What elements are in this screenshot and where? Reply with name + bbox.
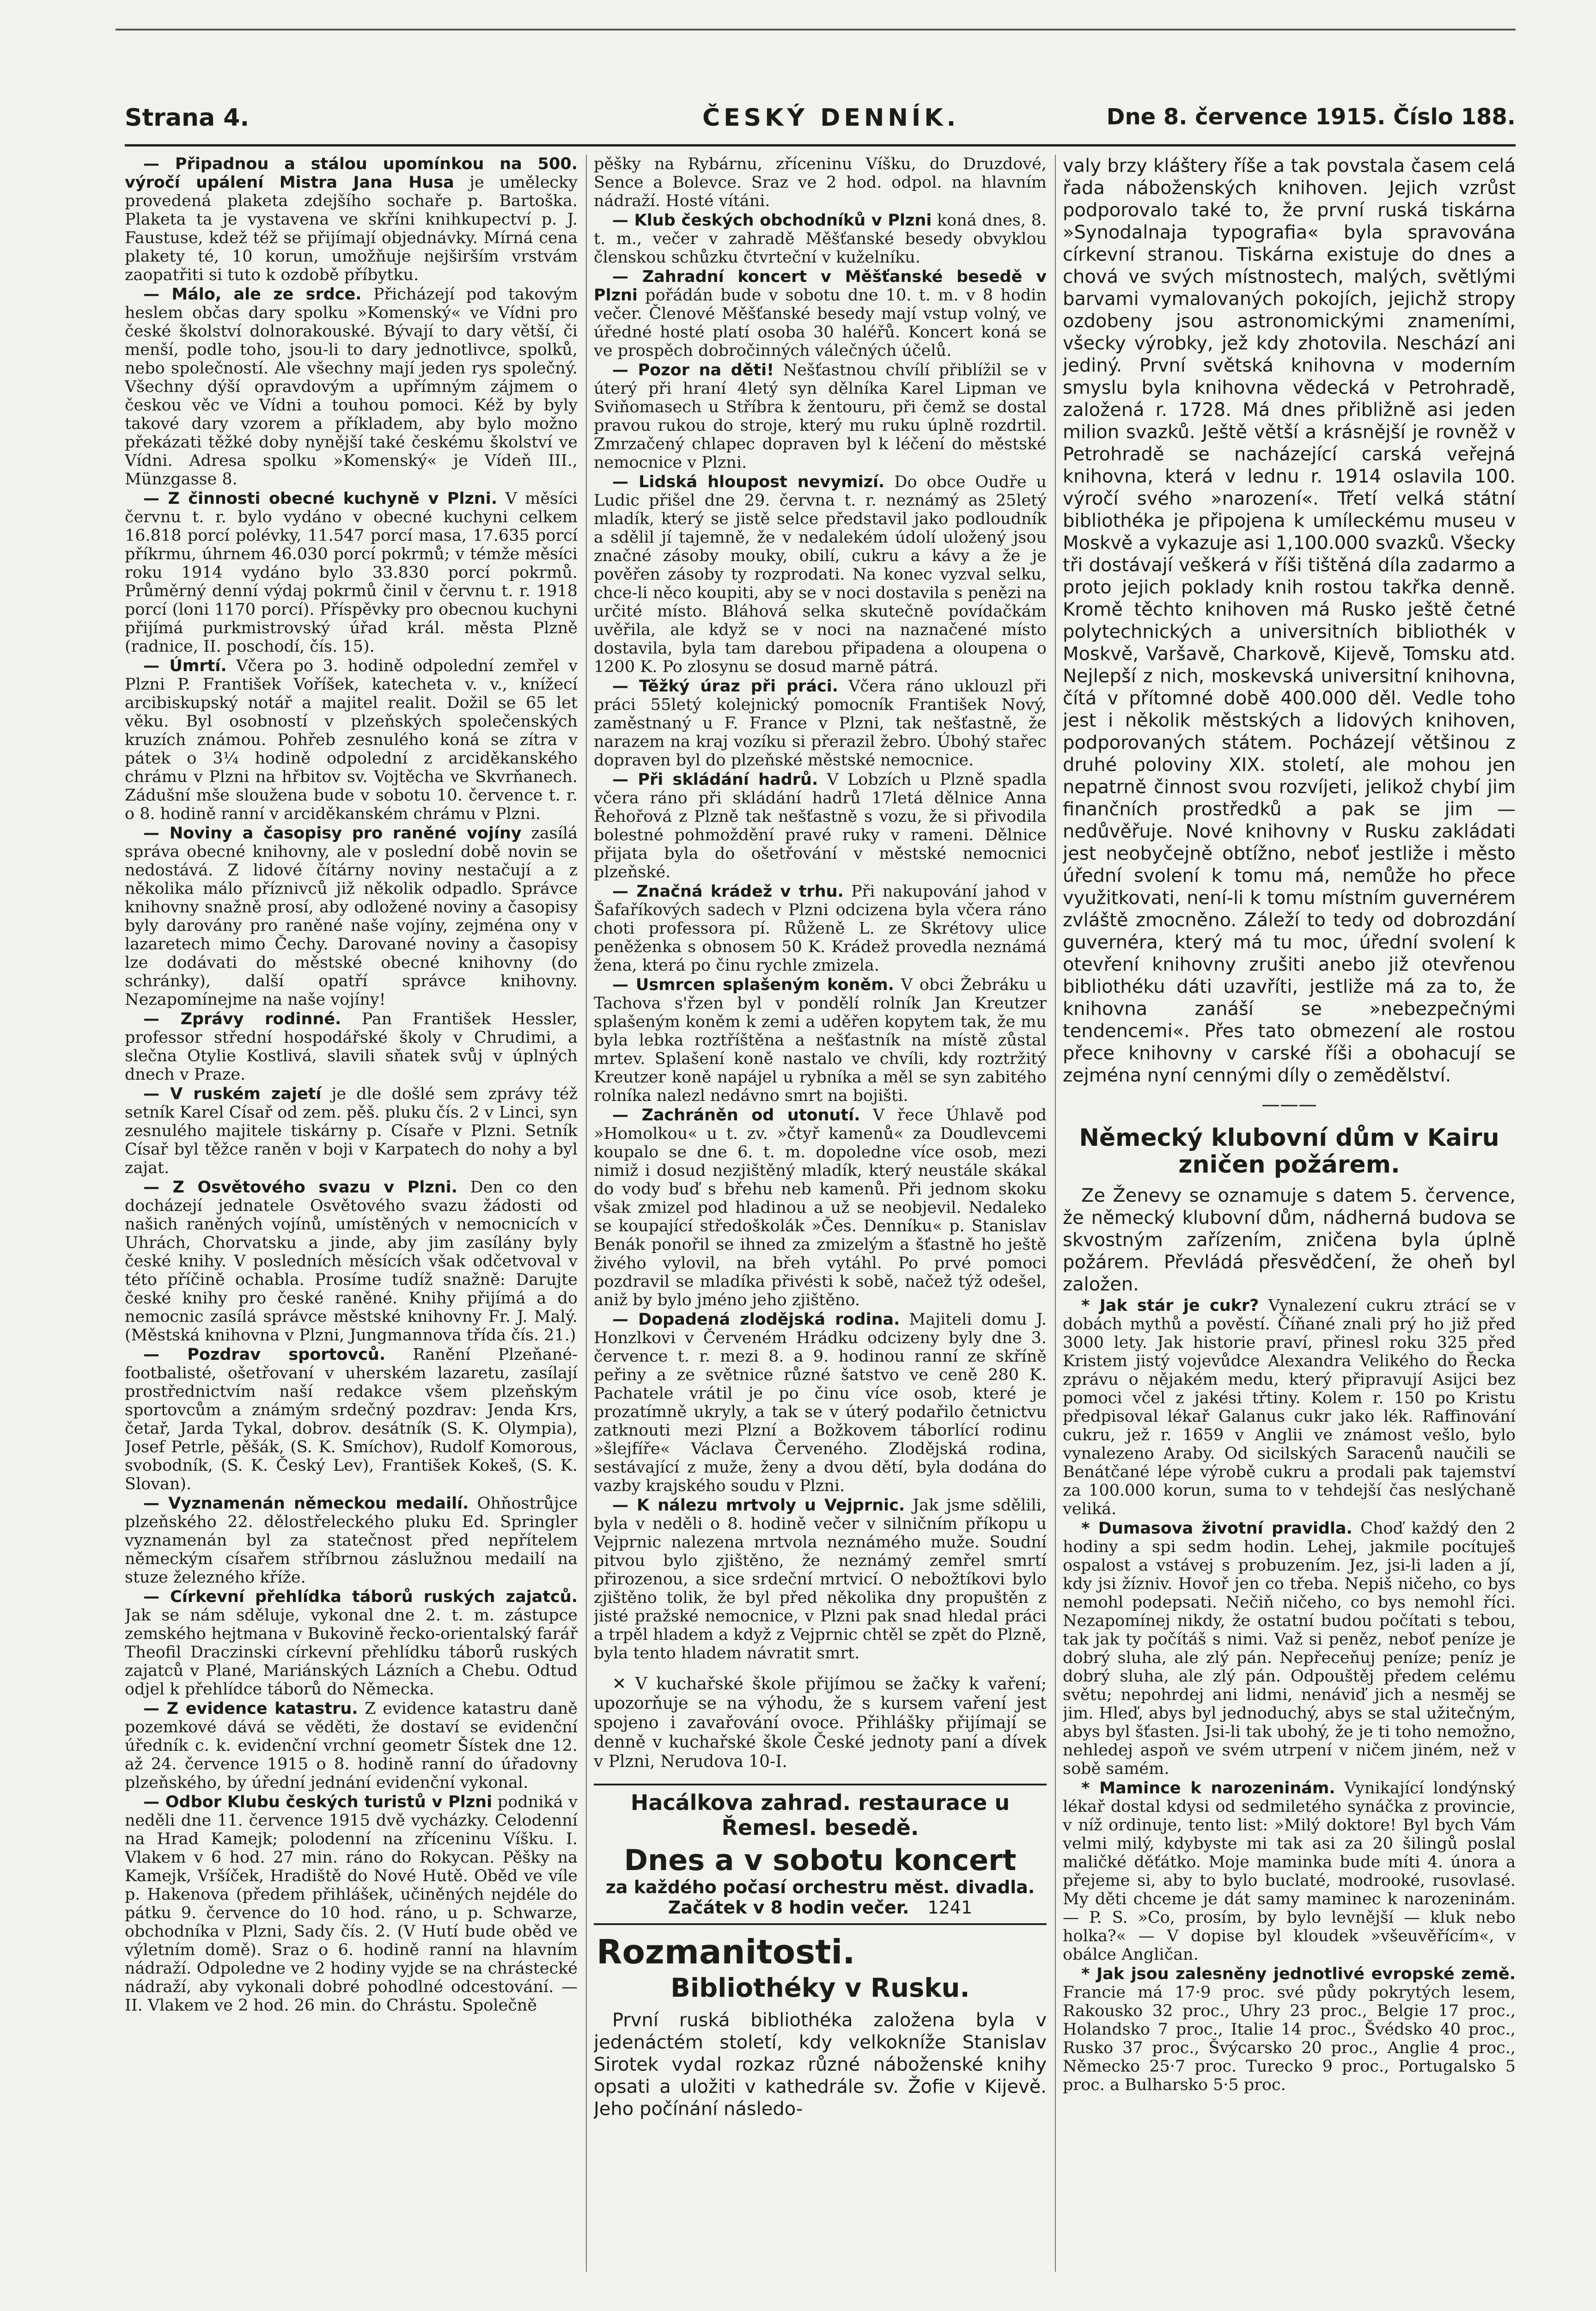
page-number: Strana 4.: [125, 104, 250, 132]
column-2-articles: [594, 155, 1047, 1663]
news-item: [125, 824, 578, 1009]
news-item-heading: — Zprávy rodinné.: [143, 1010, 341, 1028]
ad-venue: Hacálkova zahrad. restaurace u Řemesl. besedě.: [630, 1790, 1010, 1840]
news-item: [594, 211, 1047, 267]
news-item-text: pořádán bude v sobotu dne 10. t. m. v 8 hodin večer. Členové Měšťanské besedy mají vstup volný, ve úředné hosté platí osoba 30 haléřů. Koncert koná se ve prospěch dobročinných válečných účelů.: [594, 286, 1047, 360]
article-continuation: valy brzy kláštery říše a tak povstala časem celá řada náboženských knihoven. Jejich vzrůst podporovalo také to, že první ruská tiskárna »Synodalnaja typografia« byla spravována církevní stranou. Tiskárna existuje do dnes a chová ve svých místnostech, malých, světlými barvami vymalovaných pokojích, jejichž stropy ozdobeny jsou astronomickými znameními, všecky výrobky, jež kdy zhotovila. Neschází ani jediný. První světská knihovna v moderním smyslu byla knihovna vědecká v Petrohradě, založená r. 1728. Má dnes přibližně asi jeden milion svazků. Ještě větší a krásnější je rovněž v Petrohradě se nacházející carská veřejná knihovna, která v lednu r. 1914 oslavila 100. výročí svého »narození«. Třetí velká státní bibliothéka je připojena k umíleckému museu v Moskvě a vykazuje asi 1,100.000 svazků. Všecky tři dostávají veškerá v říši tištěná díla zadarmo a proto jejich poklady knih rostou takřka denně. Kromě těchto knihoven má Rusko ještě četné polytechnických a universitních bibliothék v Moskvě, Varšavě, Charkově, Kijevě, Tomsku atd. Nejlepší z nich, moskevská universitní knihovna, čítá v přítomné době 400.000 děl. Vedle toho jest i několik městských a lidových knihoven, podporovaných státem. Pocházejí většinou z druhé poloviny XIX. století, ale mohou jen nepatrně činnost svou rozvíjeti, jelikož chybí jim finančních prostředků a pak se jim — nedůvěřuje. Nové knihovny v Rusku zakládati jest neobyčejně obtížno, neboť jestliže i město úřední svolení k tomu má, nemůže ho přece využitkovati, není-li k tomu místním guvernérem zvláště zmocněno. Záleží to tedy od dobrozdání guvernéra, který má tu moc, úřední svolení k otevření knihovny zrušiti anebo již otevřenou bibliothéku dáti uzavříti, jestliže má za to, že knihovna zanáší se »nebezpečnými tendencemi«. Přes tato obmezení ale rostou přece knihovny v carské říši a obohacují se zejména nyní cennými díly o zemědělství.: [1063, 155, 1516, 1086]
news-item-text: Při nakupování jahod v Šafaříkových sadech v Plzni odcizena byla včera ráno choti professora pí. Růženě L. ze Skrétovy ulice peněženka s obnosem 50 K. Krádež provedla neznámá žena, která po činu rychle zmizela.: [594, 882, 1047, 975]
news-item-text: Přicházejí pod takovým heslem občas dary spolku »Komenský« ve Vídni pro české školství dolnorakouské. Bývají to dary větší, či menší, podle toho, jsou-li to dary jednotlivce, spolků, nebo společností. Ale všechny mají jeden rys společný. Všechny dýší opravdovým a upřímným zájmem o českou věc ve Vídni a touhou pomoci. Kéž by byly takové dary vzorem a příkladem, aby bylo možno překázati těžké doby nynější také českému školství ve Vídni. Adresa spolku »Komenský« je Vídeň III., Münzgasse 8.: [125, 285, 578, 489]
ad-number: 1241: [927, 1897, 973, 1918]
issue-date: Dne 8. července 1915. Číslo 188.: [1106, 104, 1516, 130]
news-item-text: Vynikající londýnský lékař dostal kdysi od sedmiletého synáčka z provincie, v níž ordinuje, tento list: »Milý doktore! Byl bych Vám velmi milý, kdybyste mi tak asi za 20 šilingů poslal maličké děťátko. Moje maminka bude míti 4. února a přejeme si, aby to bylo buclaté, modrooké, rusovlasé. My děti chceme je dát samy maminec k narozeninám. — P. S. »Co, prosím, by bylo levnější — kluk nebo holka?« — V dopise byl kloudek »všeuvěřícím«, v obálce Angličan.: [1063, 1779, 1516, 1964]
news-item-heading: — Pozdrav sportovců.: [143, 1345, 386, 1364]
news-item-heading: — Klub českých obchodníků v Plzni: [612, 211, 932, 230]
news-item: [1063, 1779, 1516, 1964]
news-item-heading: — Z evidence katastru.: [143, 1700, 358, 1718]
top-border: [116, 29, 1516, 31]
cooking-school-notice: [594, 1675, 1047, 1772]
column-1: [125, 155, 578, 2262]
news-item-text: Vynalezení cukru ztrácí se v dobách mythů a pověstí. Číňané znali prý ho již před 3000 lety. Jak historie praví, přinesl roku 325 před Kristem jistý vojevůdce Alexandra Velikého do Řecka zprávu o nějakém medu, který připravují Asijci bez pomoci včel z jakési třtiny. Kolem r. 150 po Kristu předpisoval lékař Galanus cukr jako lék. Raffinování cukru, jež r. 1659 v Anglii ve známost vešlo, bylo vynalezeno Araby. Od sicilských Saracenů naučili se Benátčané lépe výrobě cukru a prodali pak tajemství za 100.000 korun, suma to v tehdejší čas neslýchaně veliká.: [1063, 1296, 1516, 1518]
masthead-title: ČESKÝ DENNÍK.: [702, 104, 960, 132]
news-item: [125, 1494, 578, 1587]
news-item-text: Pan František Hessler, professor střední hospodářské školy v Chrudimi, a slečna Otylie Kostlivá, slavili sňatek svůj v úplných dnech v Praze.: [125, 1010, 578, 1084]
news-item: [125, 1345, 578, 1493]
news-item-text: Majiteli domu J. Honzlkovi v Červeném Hrádku odcizeny byly dne 3. července t. r. mezi 8. a 9. hodinou ranní ze skříně peřiny a ze světnice různé šatstvo ve ceně 280 K. Pachatele vrátil je po činu více osob, které je prozatímně ukryly, a tak se v úterý podařilo četnictvu zatknouti mezi Plzní a Božkovem táborlící rodinu »šlejfíře« Václava Červeného. Zlodějská rodina, sestávající z muže, ženy a dvou dětí, byla dodána do vazby krajského soudu v Plzni.: [594, 1310, 1047, 1495]
news-item: [1063, 1519, 1516, 1778]
news-item-heading: — V ruském zajetí: [143, 1085, 322, 1103]
news-item-text: koná dnes, 8. t. m., večer v zahradě Měšťanské besedy obvyklou členskou schůzku čtvrteční v kuželníku.: [594, 211, 1047, 267]
news-item: [594, 770, 1047, 881]
news-item-heading: — Z činnosti obecné kuchyně v Plzni.: [143, 489, 498, 508]
concert-advertisement: [594, 1784, 1047, 1925]
news-item-text: Francie má 17·9 proc. své půdy pokrytých lesem, Rakousko 32 proc., Uhry 23 proc., Belgie 17 proc., Holandsko 7 proc., Italie 14 proc., Švédsko 40 proc., Rusko 37 proc., Švýcarsko 20 proc., Anglie 4 proc., Německo 25·7 proc. Turecko 9 proc., Portugalsko 5 proc. a Bulharsko 5·5 proc.: [1063, 1983, 1516, 2094]
news-item-text: Den co den docházejí jednatele Osvětového svazu žádosti od našich raněných vojínů, umístěných v nemocnicích v Uhrách, Chorvatsku a jinde, aby jim zasílány byly české knihy. V posledních měsících však odčetvoval v této příčině ochabla. Prosíme tudíž snažně: Darujte české knihy pro české raněné. Knihy přijímá a do nemocnic zasílá správce městské knihovny Fr. J. Malý. (Městská knihovna v Plzni, Jungmannova třída čís. 21.): [125, 1178, 578, 1345]
news-item-text: Nešťastnou chvílí přiblížil se v úterý při hraní 4letý syn dělníka Karel Lipman ve Sviňomasech u Stříbra k žentouru, při čemž se dostal pravou rukou do stroje, který mu ruku úplně rozdrtil. Zmrzačený chlapec dopraven byl k léčení do městské nemocnice v Plzni.: [594, 361, 1047, 472]
news-item-heading: — Málo, ale ze srdce.: [143, 285, 362, 304]
article-title: Německý klubovní dům v Kairu zničen požárem.: [1079, 1124, 1499, 1179]
page-header: [125, 104, 1516, 147]
news-item-heading: — K nálezu mrtvoly u Vejprnic.: [612, 1496, 905, 1515]
column-1-articles: [125, 155, 578, 2015]
news-item-heading: — Při skládání hadrů.: [612, 770, 818, 789]
news-item: [594, 155, 1047, 210]
news-item-text: Choď každý den 2 hodiny a spi sedm hodin. Lehej, jakmile pocítuješ ospalost a vstávej s probuzením. Jez, jsi-li laden a jí, kdy jsi žízniv. Hovoř jen co třeba. Nepiš ničeho, co bys nemohl podepsati. Nečiň ničeho, co bys nemohl říci. Nezapomínej nikdy, že ostatní budou počítati s tebou, tak jak ty počítáš s nimi. Važ si peněz, neboť peníze je dobrý sluha, ale zlý pán. Nepřeceňuj peníze; peníz je dobrý sluha, ale zlý pán. Odpouštěj předem celému světu; nepohrdej ani lidmi, nenáviď jich a nesměj se jim. Hleď, abys byl jednoduchý, abys se stal užitečným, abys byl šťasten. Jsi-li tak ubohý, že je ti toho nemožno, nehledej aspoň ve svém utrpení v ničem jiném, než v sobě samém.: [1063, 1519, 1516, 1778]
column-3-items: [1063, 1296, 1516, 2094]
news-item-text: Ohňostrůjce plzeňského 22. dělostřeleckého pluku Ed. Springler vyznamenán byl za statečnost před nepřítelem německým císařem stříbrnou záslužnou medailí na stuze železného kříže.: [125, 1494, 578, 1587]
news-item: [125, 285, 578, 489]
news-item-text: Včera po 3. hodině odpolední zemřel v Plzni P. František Voříšek, katecheta v. v., knížecí arcibiskupský notář a majitel realit. Dožil se 65 let věku. Byl osobností v plzeňských společenských kruzích známou. Pohřeb zesnulého koná se zítra v pátek o 3¼ hodině odpolední z arciděkanského chrámu v Plzni na hřbitov sv. Vojtěcha ve Skvrňanech. Zádušní mše sloužena bude v sobotu 10. července t. r. o 8. hodině ranní v arciděkanském chrámu v Plzni.: [125, 657, 578, 823]
article-title: Bibliothéky v Rusku.: [670, 1973, 970, 2003]
news-item-heading: — Z Osvětového svazu v Plzni.: [143, 1178, 457, 1197]
news-item-heading: — Vyznamenán německou medailí.: [143, 1494, 469, 1513]
ad-start-time: [594, 1897, 1047, 1918]
news-item-text: zasílá správa obecné knihovny, ale v poslední době novin se nedostává. Z lidové čítárny noviny nestačují a z několika málo příznivců již několik odpadlo. Správce knihovny snažně prosí, aby odložené noviny a časopisy byly darovány pro raněné naše vojíny, zejména ony v lazaretech mimo Čechy. Darované noviny a časopisy lze dodávati do městské obecné knihovny (do schránky), další opatří správce knihovny. Nezapomínejme na naše vojíny!: [125, 824, 578, 1009]
column-divider: [1055, 155, 1056, 2272]
ad-start-text: Začátek v 8 hodin večer.: [668, 1897, 909, 1918]
news-item: [594, 1106, 1047, 1309]
news-item: [125, 1085, 578, 1177]
news-item: [125, 155, 578, 284]
column-2: [594, 155, 1047, 2262]
news-item-heading: — Pozor na děti!: [612, 361, 774, 379]
article-separator: ———: [1261, 1094, 1317, 1115]
news-item-heading: — Připadnou a stálou upomínkou na 500. výročí upálení Mistra Jana Husa: [125, 155, 578, 192]
news-item: [1063, 1965, 1516, 2094]
news-item-heading: — Úmrtí.: [143, 657, 227, 675]
notice-text: V kuchařské škole přijímou se žačky k vaření; upozorňuje se na výhodu, že s kursem vaření jest spojeno i zavařování ovoce. Přihlášky přijímají se denně v kuchařské škole České jednoty paní a dívek v Plzni, Nerudova 10-I.: [594, 1675, 1047, 1771]
news-item-heading: — Odbor Klubu českých turistů v Plzni: [143, 1793, 493, 1811]
news-item-text: je umělecky provedená plaketa zdejšího sochaře p. Bartoška. Plaketa ta je vystavena ve skříni knihkupectví p. J. Faustuse, kdež též se přijímají objednávky. Mírná cena plakety té, 10 korun, umožňuje nejširším vrstvám zaopatřiti si tuto k ozdobě příbytku.: [125, 173, 578, 284]
news-item: [594, 268, 1047, 360]
ad-headline: Dnes a v sobotu koncert: [624, 1843, 1017, 1877]
news-item-text: Z evidence katastru daně pozemkové dává se věděti, že dostaví se evidenční úředník c. k. evidenční vrchní geometr Šístek dne 12. až 24. července 1915 o 8. hodině ranní do úřadovny plzeňského, by úřední jednání evidenční vykonal.: [125, 1700, 578, 1792]
news-item-heading: — Značná krádež v trhu.: [612, 882, 844, 901]
header-rule: [125, 144, 1516, 147]
news-item-text: Ranění Plzeňané-footbalisté, ošetřovaní v uherském lazaretu, zasílají prostřednictvím naší redakce všem plzeňským sportovcům a známým srdečný pozdrav: Jenda Krs, četař, Jarda Tykal, dobrov. desátník (S. K. Olympia), Josef Petrle, pěšák, (S. K. Smíchov), Rudolf Komorous, svobodník, (S. K. Český Lev), František Kokeš, (S. K. Slovan).: [125, 1345, 578, 1493]
news-item-text: Do obce Oudře u Ludic přišel dne 29. června t. r. neznámý as 25letý mladík, který se jistě selce představil jako podloudník a sdělil jí tajemně, že v nedalekém údolí uložený jsou značné zásoby mouky, obilí, cukru a kávy a že je pověřen zásoby ty rozprodati. Na konec vyzval selku, chce-li něco koupiti, aby se v noci dostavila s penězi na určité místo. Bláhová selka skutečně povídačkám uvěřila, ale když se v noci na naznačené místo dostavila, byla tam darebou připadena a oloupena o 1200 K. Po zlosynu se dosud marně pátrá.: [594, 473, 1047, 676]
news-item-heading: — Církevní přehlídka táborů ruských zajatců.: [143, 1588, 578, 1606]
news-item: [594, 361, 1047, 472]
news-item-heading: — Těžký úraz při práci.: [612, 677, 839, 696]
news-item-text: je dle došlé sem zprávy též setník Karel Císař od zem. pěš. pluku čís. 2 v Linci, syn zesnulého majitele tiskárny p. Císaře v Plzni. Setník Císař byl těžce raněn v boji v Karpatech do nohy a byl zajat.: [125, 1085, 578, 1177]
news-item-text: Jak se nám sděluje, vykonal dne 2. t. m. zástupce zemského hejtmana v Bukovině řecko-orientalský farář Theofil Draczinski církevní přehlídku táborů ruských zajatců v Plané, Mariánských Lázních a Chebu. Odtud odjel k přehlídce táborů do Německa.: [125, 1606, 578, 1699]
news-item-heading: — Zachráněn od utonutí.: [612, 1106, 860, 1125]
news-item: [594, 677, 1047, 770]
news-item: [594, 882, 1047, 975]
news-item-heading: — Usmrcen splašeným koněm.: [612, 976, 894, 994]
news-item-heading: — Zahradní koncert v Měšťanské besedě v Plzni: [594, 268, 1047, 305]
news-item: [125, 657, 578, 823]
column-3: [1063, 155, 1516, 2262]
article-body: První ruská bibliothéka založena byla v jedenáctém století, kdy velkokníže Stanislav Sirotek vydal rozkaz různé náboženské knihy opsati a uložiti v kathedrále sv. Žofie v Kijevě. Jeho počínání následo-: [594, 2010, 1047, 2120]
news-item-heading: — Dopadená zlodějská rodina.: [612, 1310, 900, 1329]
news-item-text: Včera ráno uklouzl při práci 55letý kolejnický pomocník František Nový, zaměstnaný u F. France v Plzni, tak nešťastně, že narazem na kraj vozíku si přerazil žebro. Úbohý stařec dopraven byl do plzeňské městské nemocnice.: [594, 677, 1047, 770]
ad-detail: za každého počasí orchestru měst. divadla.: [605, 1877, 1035, 1897]
news-item-text: V řece Úhlavě pod »Homolkou« u t. zv. »čtyř kamenů« za Doudlevcemi koupalo se dne 6. t. m. dopoledne více osob, mezi nimiž i dosud nezjištěný mladík, který neustále skákal do vody buď s břehu neb kamenů. Při jednom skoku však zmizel pod hladinou a už se neobjevil. Nedaleko se koupající středoškolák »Čes. Denníku« p. Stanislav Benák ponořil se ihned za zmizelým a šťastně ho ještě živého vylovil, na břeh vytáhl. Po prvé pomoci pozdravil se mladíka přivésti k sobě, načež týž odešel, aniž by bylo jméno jeho zjištěno.: [594, 1106, 1047, 1309]
news-item: [594, 976, 1047, 1105]
news-item-text: podniká v neděli dne 11. července 1915 dvě vycházky. Celodenní na Hrad Kamejk; polodenní na zříceninu Víšku. I. Vlakem v 6 hod. 27 min. ráno do Rokycan. Pěšky na Kamejk, Vršíček, Hradiště do Nové Hutě. Oběd ve víle p. Hakenova (předem přihlášek, učiněných nejdéle do pátku 9. července do 10 hod. ráno, u p. Schwarze, obchodníka v Plzni, Sady čís. 2. (V Hutí bude oběd ve výletním domě). Sraz o 6. hodině ranní na hlavním nádraží. Odpoledne ve 2 hodiny vyjde se na chrástecké nádraží, aby vykonali dobré pohodlné odcestování. — II. Vlakem ve 2 hod. 26 min. do Chrástu. Společně: [125, 1793, 578, 2015]
article-body: Ze Ženevy se oznamuje s datem 5. července, že německý klubovní dům, nádherná budova se skvostným zařízením, zničena byla úplně požárem. Převládá přesvědčení, že oheň byl založen.: [1063, 1185, 1516, 1295]
news-item-heading: * Jak stár je cukr?: [1081, 1296, 1259, 1315]
news-item: [125, 489, 578, 656]
news-item-text: Jak jsme sdělili, byla v neděli o 8. hodině večer v silničním příkopu u Vejprnic nalezena mrtvola neznámého muže. Soudní pitvou bylo zjištěno, že neznámý zemřel smrtí přirozenou, a sice srdeční mrtvicí. O nebožtíkovi bylo zjištěno tolik, že byl před několika dny propuštěn z jisté pražské nemocnice, v Plzni pak snad hledal práci a trpěl hladem a když z Vejprnic chtěl se zpět do Plzně, byla tento hladem návratit smrt.: [594, 1496, 1047, 1663]
news-item: [125, 1178, 578, 1345]
news-item-heading: * Jak jsou zalesněny jednotlivé evropské země.: [1081, 1965, 1516, 1983]
news-item: [125, 1588, 578, 1699]
news-item: [125, 1010, 578, 1084]
news-item: [594, 1496, 1047, 1663]
news-item: [594, 473, 1047, 676]
news-item-heading: — Lidská hloupost nevymizí.: [612, 473, 885, 491]
news-item: [594, 1310, 1047, 1495]
news-item-heading: — Noviny a časopisy pro raněné vojíny: [143, 824, 522, 843]
section-title: Rozmanitosti.: [597, 1932, 855, 1971]
news-item: [125, 1793, 578, 2015]
column-divider: [586, 155, 587, 2272]
news-item-text: V Lobzích u Plzně spadla včera ráno při skládání hadrů 17letá dělnice Anna Řehořová z Plzně tak nešťastně s vozu, že si přivodila bolestné pohmoždění pravé ruky v rameni. Dělnice přijata byla do ošetřování v městské nemocnici plzeňské.: [594, 770, 1047, 881]
news-item-heading: * Mamince k narozeninám.: [1081, 1779, 1335, 1797]
news-item: [125, 1700, 578, 1792]
news-item-text: pěšky na Rybárnu, zříceninu Víšku, do Druzdové, Sence a Bolevce. Sraz ve 2 hod. odpol. na hlavním nádraží. Hosté vítáni.: [594, 155, 1047, 210]
news-item-heading: * Dumasova životní pravidla.: [1081, 1519, 1352, 1538]
news-item-text: V obci Žebráku u Tachova s'řzen byl v pondělí rolník Jan Kreutzer splašeným koněm k zemi a uděřen kopytem tak, že mu byla lebka roztříštěna a nešťastník na místě zůstal mrtev. Splašení koně nastalo ve chvíli, kdy roztržitý Kreutzer koně napájel u rybníka a měl se syn zabitého rolníka nalezl nedávno smrt na bojišti.: [594, 976, 1047, 1105]
notice-symbol: ✕: [612, 1675, 635, 1694]
news-item-text: V měsíci červnu t. r. bylo vydáno v obecné kuchyni celkem 16.818 porcí polévky, 11.547 porcí masa, 17.635 porcí příkrmu, úhrnem 46.030 porcí pokrmů; v témže měsíci roku 1914 vydáno bylo 33.830 porcí pokrmů. Průměrný denní výdaj pokrmů činil v červnu t. r. 1918 porcí (loni 1170 porcí). Příspěvky pro obecnou kuchyni přijímá purkmistrovský úřad král. města Plzně (radnice, II. poschodí, čís. 15).: [125, 489, 578, 656]
news-item: [1063, 1296, 1516, 1518]
